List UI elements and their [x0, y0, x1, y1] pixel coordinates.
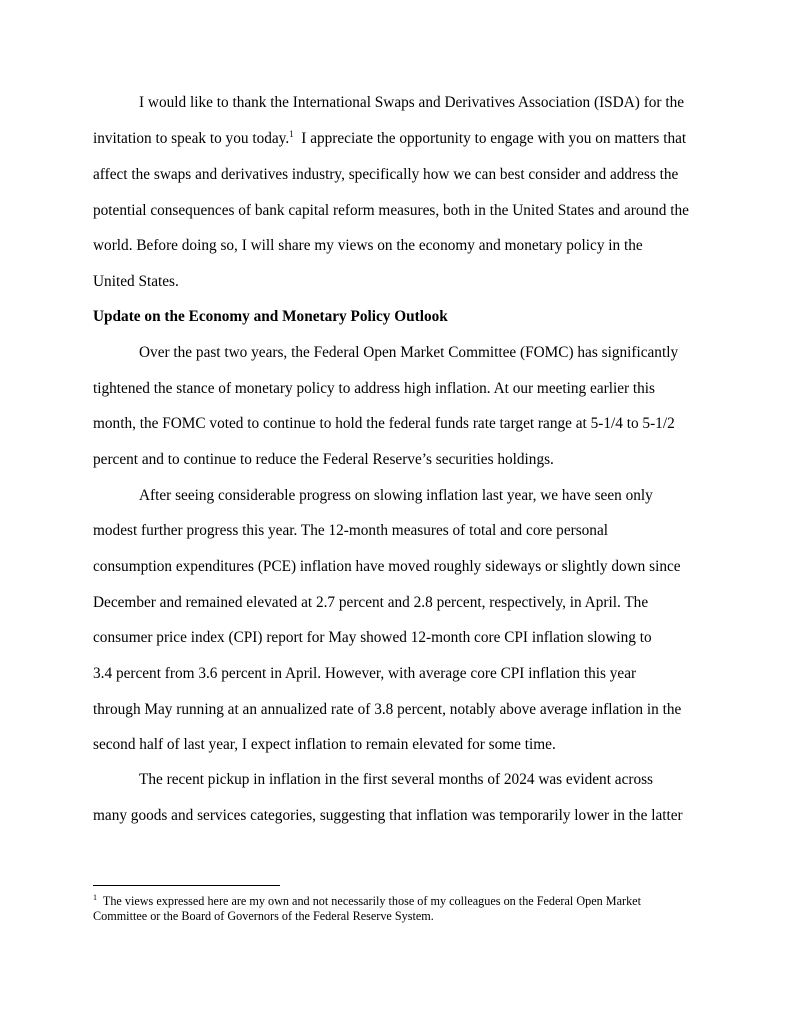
- para3-line4: December and remained elevated at 2.7 percent and 2.8 percent, respectively, in April. The: [93, 594, 649, 611]
- section-heading: Update on the Economy and Monetary Policy Outlook: [93, 308, 448, 325]
- para4-line2: many goods and services categories, suggesting that inflation was temporarily lower in the latter: [93, 807, 683, 824]
- para3-line7: through May running at an annualized rate of 3.8 percent, notably above average inflation in the: [93, 701, 682, 718]
- para1-line1: I would like to thank the International Swaps and Derivatives Association (ISDA) for the: [139, 94, 685, 111]
- para2-line4: percent and to continue to reduce the Federal Reserve’s securities holdings.: [93, 451, 554, 468]
- para3-line6: 3.4 percent from 3.6 percent in April. However, with average core CPI inflation this year: [93, 665, 637, 682]
- para3-line1: After seeing considerable progress on slowing inflation last year, we have seen only: [139, 487, 653, 504]
- para3-line2: modest further progress this year. The 12-month measures of total and core personal: [93, 522, 608, 539]
- para2-line1: Over the past two years, the Federal Open Market Committee (FOMC) has significantly: [139, 344, 679, 361]
- footnote-number: 1: [93, 893, 97, 902]
- para2-line3: month, the FOMC voted to continue to hold the federal funds rate target range at 5-1/4 to 5-1/2: [93, 415, 675, 432]
- para1-line4: potential consequences of bank capital reform measures, both in the United States and around the: [93, 202, 689, 219]
- footnote-line1: [93, 894, 641, 909]
- para2-line2: tightened the stance of monetary policy to address high inflation. At our meeting earlier this: [93, 380, 656, 397]
- para1-line2: [93, 129, 686, 149]
- footnote-line1-text: The views expressed here are my own and not necessarily those of my colleagues on the Federal Open Market: [97, 894, 641, 908]
- footnote-ref-1: 1: [289, 129, 294, 139]
- para3-line8: second half of last year, I expect inflation to remain elevated for some time.: [93, 736, 556, 753]
- para1-line6: United States.: [93, 273, 179, 290]
- para1-line2-text-b: I appreciate the opportunity to engage with you on matters that: [293, 130, 687, 147]
- para3-line5: consumer price index (CPI) report for May showed 12-month core CPI inflation slowing to: [93, 629, 652, 646]
- para3-line3: consumption expenditures (PCE) inflation have moved roughly sideways or slightly down since: [93, 558, 681, 575]
- footnote-line2: Committee or the Board of Governors of the Federal Reserve System.: [93, 909, 434, 923]
- para1-line2-text-a: invitation to speak to you today.: [93, 130, 290, 147]
- para1-line5: world. Before doing so, I will share my views on the economy and monetary policy in the: [93, 237, 643, 254]
- para1-line3: affect the swaps and derivatives industry, specifically how we can best consider and address the: [93, 166, 679, 183]
- para4-line1: The recent pickup in inflation in the first several months of 2024 was evident across: [139, 771, 654, 788]
- footnote-separator: [93, 885, 280, 886]
